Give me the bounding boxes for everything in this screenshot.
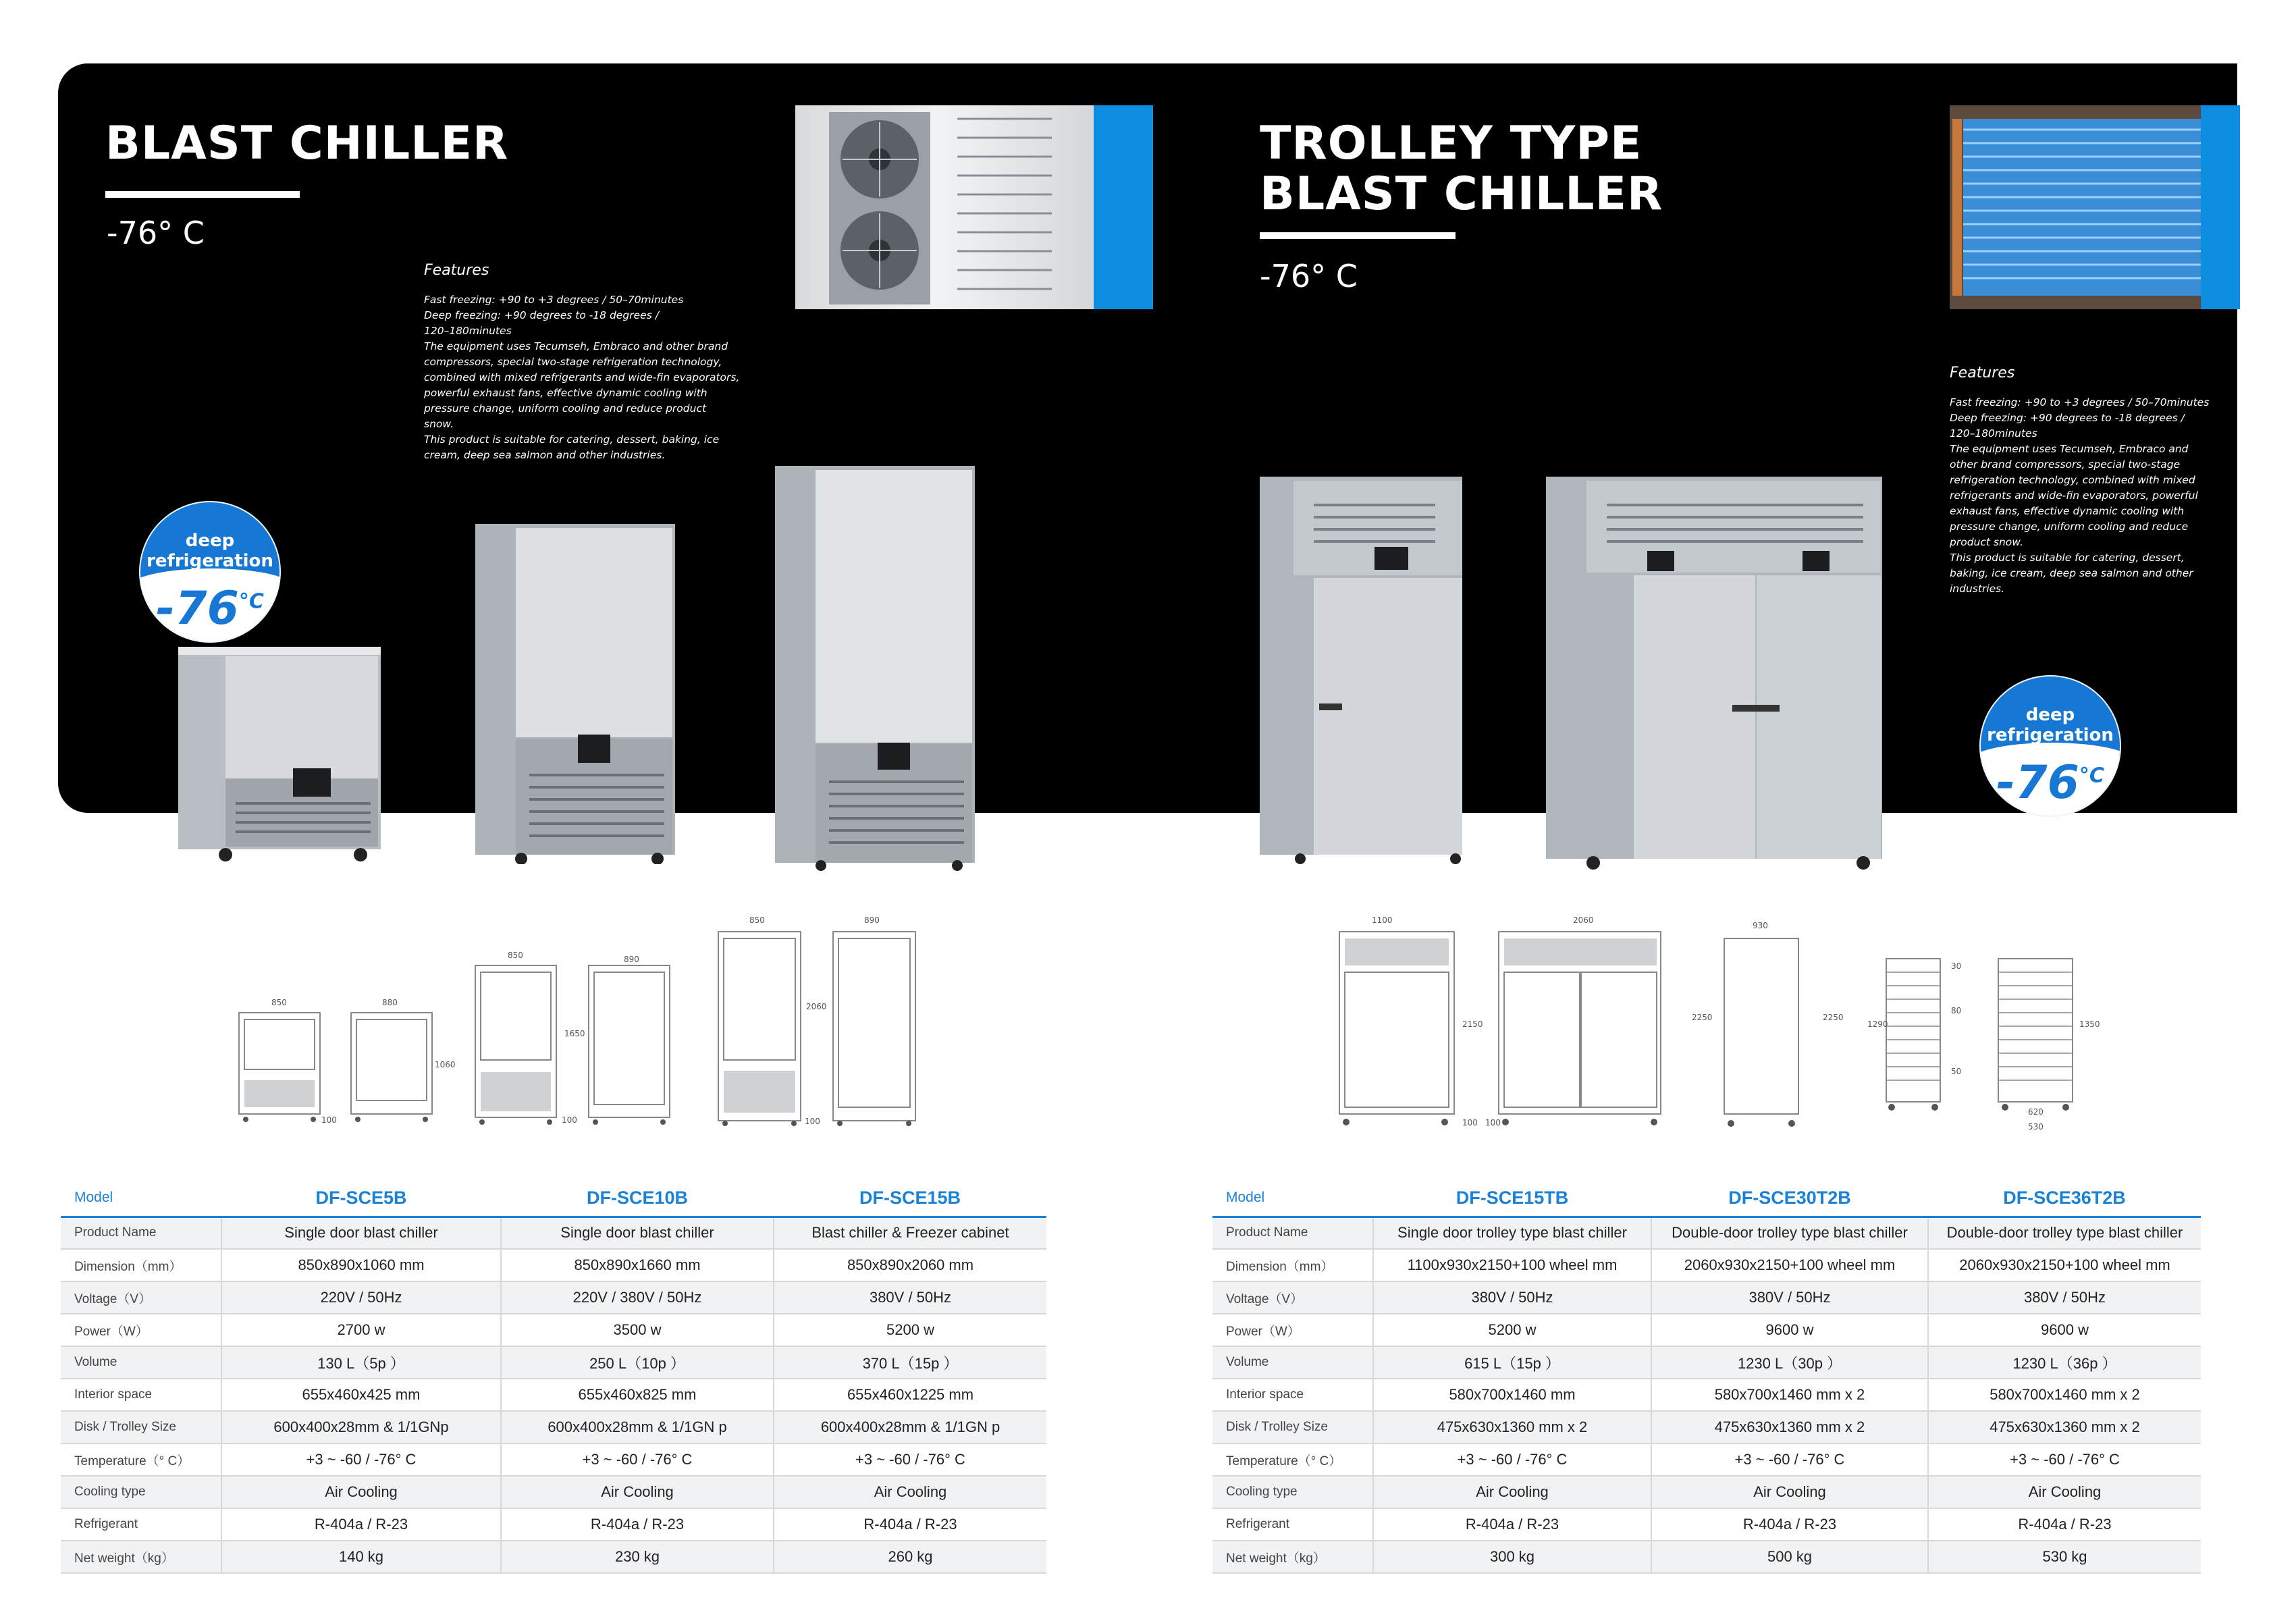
table-cell: 3500 w	[501, 1314, 774, 1346]
feature-line: Deep freezing: +90 degrees to -18 degrees /	[424, 309, 659, 321]
trolley-chiller-single-image	[1260, 477, 1466, 864]
row-label: Product Name	[61, 1217, 221, 1249]
table-row	[1212, 1217, 2201, 1249]
dimension-label: 2060	[1573, 915, 1594, 925]
table-cell: Double-door trolley type blast chiller	[1651, 1217, 1928, 1249]
table-cell: 380V / 50Hz	[1373, 1281, 1651, 1314]
dimension-label: 850	[271, 998, 287, 1007]
table-cell: 475x630x1360 mm x 2	[1928, 1411, 2201, 1443]
left-photo-accent	[1094, 105, 1153, 309]
table-row	[61, 1217, 1046, 1249]
table-cell: 2060x930x2150+100 wheel mm	[1928, 1249, 2201, 1281]
right-photo-accent	[2201, 105, 2240, 309]
dimension-label: 100	[1485, 1118, 1501, 1127]
model-name: DF-SCE15B	[774, 1180, 1046, 1217]
right-title-underline	[1260, 232, 1456, 239]
table-cell: Double-door trolley type blast chiller	[1928, 1217, 2201, 1249]
dimension-label: 850	[749, 915, 765, 925]
badge-temp: $-76^{^\circ C}$	[156, 582, 264, 635]
table-cell: R-404a / R-23	[221, 1508, 501, 1541]
table-cell: 130 L（5p ）	[221, 1346, 501, 1379]
feature-line: Fast freezing: +90 to +3 degrees / 50–70minutes	[424, 294, 684, 306]
table-cell: R-404a / R-23	[1373, 1508, 1651, 1541]
badge-text: deep refrigeration	[1987, 705, 2114, 745]
row-label: Temperature（° C）	[61, 1443, 221, 1476]
table-row	[61, 1411, 1046, 1443]
dimension-label: 1650	[564, 1029, 585, 1038]
table-cell: 600x400x28mm & 1/1GNp	[221, 1411, 501, 1443]
drawing-trolley-rack	[1884, 952, 2086, 1114]
row-label: Volume	[1212, 1346, 1373, 1379]
table-row	[1212, 1443, 2201, 1476]
model-name: DF-SCE30T2B	[1651, 1180, 1928, 1217]
row-label: Refrigerant	[1212, 1508, 1373, 1541]
table-row	[1212, 1346, 2201, 1379]
dimension-label: 2250	[1823, 1013, 1844, 1022]
table-cell: Single door blast chiller	[221, 1217, 501, 1249]
table-cell: 850x890x1660 mm	[501, 1249, 774, 1281]
table-cell: 655x460x825 mm	[501, 1379, 774, 1411]
table-header-row	[61, 1180, 1046, 1217]
right-title-line1: TROLLEY TYPE	[1260, 117, 1643, 170]
table-cell: 580x700x1460 mm x 2	[1928, 1379, 2201, 1411]
table-row	[61, 1249, 1046, 1281]
table-cell: R-404a / R-23	[1651, 1508, 1928, 1541]
table-header-row	[1212, 1180, 2201, 1217]
feature-line: cream, deep sea salmon and other industries.	[424, 449, 666, 461]
table-row	[1212, 1314, 2201, 1346]
feature-line: pressure change, uniform cooling and reduce product	[424, 402, 707, 415]
dimension-label: 890	[864, 915, 880, 925]
model-name: DF-SCE36T2B	[1928, 1180, 2201, 1217]
table-cell: Air Cooling	[501, 1476, 774, 1508]
table-row	[61, 1281, 1046, 1314]
table-cell: 1230 L（30p ）	[1651, 1346, 1928, 1379]
row-label: Power（W）	[1212, 1314, 1373, 1346]
table-cell: 500 kg	[1651, 1541, 1928, 1573]
table-cell: 380V / 50Hz	[1928, 1281, 2201, 1314]
row-label: Temperature（° C）	[1212, 1443, 1373, 1476]
model-label: Model	[61, 1180, 221, 1217]
row-label: Voltage（V）	[1212, 1281, 1373, 1314]
table-cell: +3 ~ -60 / -76° C	[774, 1443, 1046, 1476]
left-features-title: Features	[424, 262, 489, 279]
feature-line: This product is suitable for catering, dessert,	[1950, 552, 2185, 564]
dimension-label: 1290	[1867, 1019, 1888, 1029]
row-label: Interior space	[1212, 1379, 1373, 1411]
drawing-trolley-side	[1721, 932, 1816, 1134]
table-cell: Single door trolley type blast chiller	[1373, 1217, 1651, 1249]
table-cell: 850x890x1060 mm	[221, 1249, 501, 1281]
table-cell: Air Cooling	[1651, 1476, 1928, 1508]
table-row	[1212, 1379, 2201, 1411]
left-title-underline	[105, 191, 300, 198]
table-cell: +3 ~ -60 / -76° C	[501, 1443, 774, 1476]
table-cell: 475x630x1360 mm x 2	[1651, 1411, 1928, 1443]
row-label: Refrigerant	[61, 1508, 221, 1541]
table-row	[61, 1443, 1046, 1476]
left-features-body	[424, 292, 741, 463]
dimension-label: 100	[805, 1117, 820, 1126]
table-cell: 1230 L（36p ）	[1928, 1346, 2201, 1379]
left-features	[424, 262, 741, 463]
feature-line: baking, ice cream, deep sea salmon and other	[1950, 567, 2193, 579]
dimension-label: 2060	[806, 1002, 827, 1011]
table-cell: +3 ~ -60 / -76° C	[1651, 1443, 1928, 1476]
row-label: Dimension（mm）	[1212, 1249, 1373, 1281]
table-cell: 220V / 380V / 50Hz	[501, 1281, 774, 1314]
feature-line: The equipment uses Tecumseh, Embraco and other brand	[424, 340, 728, 352]
table-cell: 230 kg	[501, 1541, 774, 1573]
feature-line: refrigerants and wide-fin evaporators, powerful	[1950, 489, 2198, 502]
trolley-chiller-double-image	[1546, 477, 1884, 871]
deep-refrigeration-badge-right	[1979, 675, 2121, 817]
spec-table-right	[1212, 1180, 2201, 1574]
row-label: Cooling type	[61, 1476, 221, 1508]
table-cell: +3 ~ -60 / -76° C	[1928, 1443, 2201, 1476]
feature-line: 120–180minutes	[424, 325, 512, 337]
table-cell: 1100x930x2150+100 wheel mm	[1373, 1249, 1651, 1281]
dimension-label: 1350	[2079, 1019, 2100, 1029]
row-label: Cooling type	[1212, 1476, 1373, 1508]
table-cell: 220V / 50Hz	[221, 1281, 501, 1314]
dimension-label: 620	[2028, 1107, 2044, 1117]
table-cell: 580x700x1460 mm	[1373, 1379, 1651, 1411]
feature-line: product snow.	[1950, 536, 2023, 548]
feature-line: exhaust fans, effective dynamic cooling with	[1950, 505, 2185, 517]
right-title	[1260, 119, 1663, 220]
table-row	[1212, 1281, 2201, 1314]
right-features-title: Features	[1950, 365, 2015, 381]
feature-line: Deep freezing: +90 degrees to -18 degrees /	[1950, 412, 2185, 424]
table-cell: Air Cooling	[1928, 1476, 2201, 1508]
table-cell: R-404a / R-23	[501, 1508, 774, 1541]
table-cell: Single door blast chiller	[501, 1217, 774, 1249]
right-features	[1950, 365, 2213, 597]
dimension-label: 80	[1951, 1006, 1962, 1015]
table-cell: R-404a / R-23	[1928, 1508, 2201, 1541]
table-cell: Air Cooling	[1373, 1476, 1651, 1508]
dimension-label: 850	[508, 951, 523, 960]
drawing-10-tray	[473, 959, 682, 1127]
table-cell: Blast chiller & Freezer cabinet	[774, 1217, 1046, 1249]
right-features-body	[1950, 395, 2213, 597]
chiller-15-tray-image	[775, 466, 975, 871]
feature-line: industries.	[1950, 583, 2005, 595]
badge-text: deep refrigeration	[146, 531, 273, 571]
table-row	[1212, 1541, 2201, 1573]
table-row	[1212, 1411, 2201, 1443]
row-label: Disk / Trolley Size	[1212, 1411, 1373, 1443]
table-cell: Air Cooling	[221, 1476, 501, 1508]
feature-line: This product is suitable for catering, dessert, baking, ice	[424, 433, 720, 446]
table-row	[1212, 1476, 2201, 1508]
table-cell: 140 kg	[221, 1541, 501, 1573]
table-cell: 600x400x28mm & 1/1GN p	[774, 1411, 1046, 1443]
badge-temp: $-76^{^\circ C}$	[1996, 756, 2104, 809]
table-row	[61, 1508, 1046, 1541]
feature-line: The equipment uses Tecumseh, Embraco and	[1950, 443, 2189, 455]
table-cell: 250 L（10p ）	[501, 1346, 774, 1379]
drawing-5-tray	[236, 1006, 446, 1127]
dimension-label: 1100	[1372, 915, 1393, 925]
left-temperature: -76° C	[107, 215, 205, 251]
chiller-5-tray-image	[178, 647, 381, 863]
table-row	[61, 1314, 1046, 1346]
feature-line: other brand compressors, special two-stage	[1950, 458, 2181, 471]
row-label: Interior space	[61, 1379, 221, 1411]
model-label: Model	[1212, 1180, 1373, 1217]
spec-table-left-body	[61, 1217, 1046, 1573]
spec-table-right-body	[1212, 1217, 2201, 1573]
row-label: Net weight（kg）	[1212, 1541, 1373, 1573]
dimension-label: 930	[1753, 921, 1768, 930]
table-cell: R-404a / R-23	[774, 1508, 1046, 1541]
right-temperature: -76° C	[1260, 258, 1358, 294]
dimension-label: 1060	[435, 1060, 456, 1069]
drawing-trolley-single	[1337, 925, 1458, 1132]
table-cell: +3 ~ -60 / -76° C	[221, 1443, 501, 1476]
table-cell: 5200 w	[1373, 1314, 1651, 1346]
table-cell: 260 kg	[774, 1541, 1046, 1573]
feature-line: pressure change, uniform cooling and reduce	[1950, 521, 2189, 533]
table-cell: 600x400x28mm & 1/1GN p	[501, 1411, 774, 1443]
model-name: DF-SCE5B	[221, 1180, 501, 1217]
feature-line: Fast freezing: +90 to +3 degrees / 50–70minutes	[1950, 396, 2210, 408]
table-cell: 580x700x1460 mm x 2	[1651, 1379, 1928, 1411]
table-cell: 655x460x425 mm	[221, 1379, 501, 1411]
table-cell: 2060x930x2150+100 wheel mm	[1651, 1249, 1928, 1281]
spec-table-left	[61, 1180, 1046, 1574]
table-row	[61, 1541, 1046, 1573]
row-label: Disk / Trolley Size	[61, 1411, 221, 1443]
row-label: Power（W）	[61, 1314, 221, 1346]
right-title-line2: BLAST CHILLER	[1260, 167, 1663, 221]
feature-line: combined with mixed refrigerants and wide-fin evaporators,	[424, 371, 740, 383]
drawing-15-tray	[716, 925, 932, 1127]
dimension-label: 2250	[1692, 1013, 1713, 1022]
feature-line: 120–180minutes	[1950, 427, 2037, 440]
table-cell: 850x890x2060 mm	[774, 1249, 1046, 1281]
model-name: DF-SCE15TB	[1373, 1180, 1651, 1217]
dimension-label: 50	[1951, 1067, 1962, 1076]
deep-refrigeration-badge-left	[139, 501, 281, 643]
table-cell: 2700 w	[221, 1314, 501, 1346]
dimension-label: 100	[1462, 1118, 1478, 1127]
row-label: Product Name	[1212, 1217, 1373, 1249]
table-cell: 380V / 50Hz	[1651, 1281, 1928, 1314]
table-cell: 300 kg	[1373, 1541, 1651, 1573]
table-cell: Air Cooling	[774, 1476, 1046, 1508]
table-cell: 380V / 50Hz	[774, 1281, 1046, 1314]
table-row	[61, 1346, 1046, 1379]
row-label: Volume	[61, 1346, 221, 1379]
table-row	[1212, 1249, 2201, 1281]
dimension-label: 30	[1951, 961, 1962, 971]
feature-line: compressors, special two-stage refrigeration technology,	[424, 356, 722, 368]
table-cell: 655x460x1225 mm	[774, 1379, 1046, 1411]
table-cell: 5200 w	[774, 1314, 1046, 1346]
table-cell: 370 L（15p ）	[774, 1346, 1046, 1379]
dimension-label: 2150	[1462, 1019, 1483, 1029]
dimension-label: 890	[624, 955, 639, 964]
row-label: Net weight（kg）	[61, 1541, 221, 1573]
row-label: Dimension（mm）	[61, 1249, 221, 1281]
table-cell: +3 ~ -60 / -76° C	[1373, 1443, 1651, 1476]
dimension-label: 100	[321, 1115, 337, 1125]
left-title: BLAST CHILLER	[105, 117, 509, 170]
table-row	[1212, 1508, 2201, 1541]
table-cell: 615 L（15p ）	[1373, 1346, 1651, 1379]
table-row	[61, 1476, 1046, 1508]
table-row	[61, 1379, 1046, 1411]
dimension-label: 100	[562, 1115, 577, 1125]
feature-line: refrigeration technology, combined with mixed	[1950, 474, 2195, 486]
drawing-trolley-double	[1496, 925, 1665, 1132]
dimension-label: 880	[382, 998, 398, 1007]
table-cell: 9600 w	[1651, 1314, 1928, 1346]
feature-line: snow.	[424, 418, 454, 430]
feature-line: powerful exhaust fans, effective dynamic cooling with	[424, 387, 708, 399]
row-label: Voltage（V）	[61, 1281, 221, 1314]
model-name: DF-SCE10B	[501, 1180, 774, 1217]
dimension-label: 530	[2028, 1122, 2044, 1132]
chiller-10-tray-image	[475, 524, 675, 864]
table-cell: 9600 w	[1928, 1314, 2201, 1346]
table-cell: 475x630x1360 mm x 2	[1373, 1411, 1651, 1443]
evaporator-coil-photo	[1950, 105, 2240, 309]
table-cell: 530 kg	[1928, 1541, 2201, 1573]
